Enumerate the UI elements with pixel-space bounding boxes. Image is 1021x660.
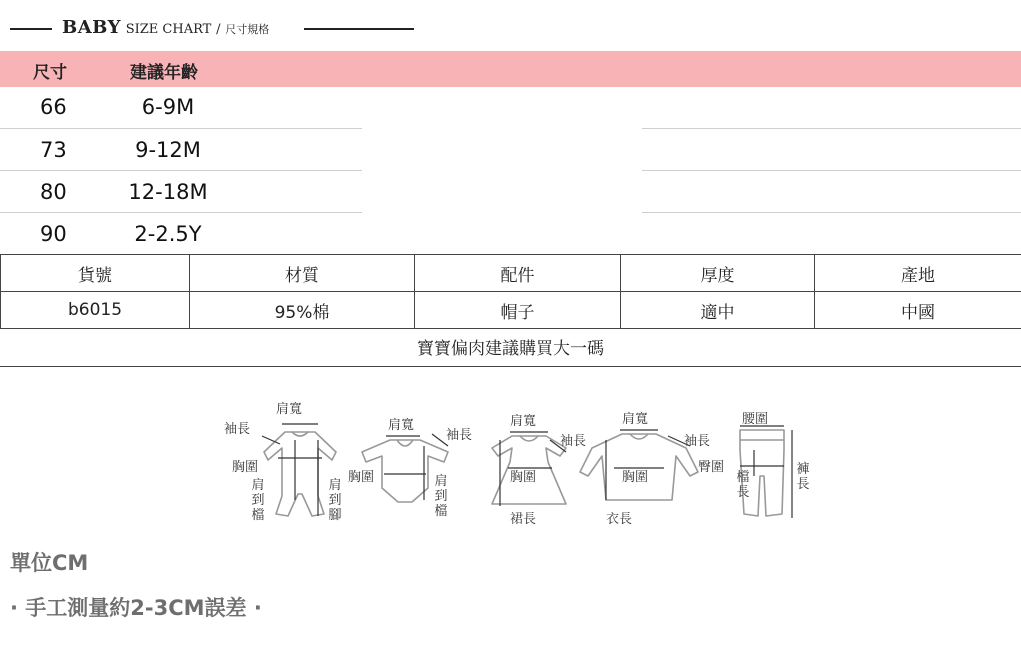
accessory-header: 配件: [415, 255, 621, 292]
size-column-header: 尺寸: [33, 63, 67, 83]
pants-waist-label: 腰圍: [742, 412, 769, 427]
size-cell: 73: [40, 138, 67, 162]
age-cell: 2-2.5Y: [134, 222, 202, 246]
row-divider: [0, 128, 362, 129]
material-header: 材質: [190, 255, 415, 292]
bodysuit-shoulder-to-crotch-label: 肩到檔: [434, 474, 448, 519]
age-column-header: 建議年齡: [130, 63, 198, 83]
size-advice-note: 寶寶偏肉建議購買大一碼: [0, 330, 1021, 367]
item-number-value: b6015: [1, 292, 190, 329]
title-size-chart-zh: 尺寸規格: [225, 23, 270, 36]
header-rule-right: [304, 28, 414, 30]
romper-shoulder-to-foot-label: 肩到腳: [328, 478, 342, 523]
title-baby: BABY: [62, 17, 121, 38]
romper-shoulder-to-crotch-label: 肩到檔: [251, 478, 265, 523]
pants-hip-label: 臀圍: [698, 460, 725, 475]
romper-chest-label: 胸圍: [232, 460, 259, 475]
info-value-row: [1, 292, 1021, 329]
romper-sleeve-length-label: 袖長: [224, 422, 251, 437]
thickness-header: 厚度: [621, 255, 815, 292]
age-cell: 12-18M: [128, 180, 208, 204]
dress-chest-label: 胸圍: [510, 470, 537, 485]
bodysuit-sleeve-length-label: 袖長: [446, 428, 473, 443]
pants-length-label: 褲長: [796, 462, 810, 492]
top-sleeve-length-label: 袖長: [684, 434, 711, 449]
title-size-chart: SIZE CHART: [125, 22, 212, 37]
header-rule-left: [10, 28, 52, 30]
info-header-row: [1, 255, 1021, 292]
material-value: 95%棉: [190, 292, 415, 329]
unit-note: 單位CM: [10, 551, 89, 575]
title-separator: /: [216, 22, 221, 37]
measurement-error-note: · 手工測量約2-3CM誤差 ·: [10, 596, 262, 620]
row-divider: [642, 170, 1021, 171]
bodysuit-shoulder-width-label: 肩寬: [388, 418, 415, 433]
bodysuit-chest-label: 胸圍: [348, 470, 375, 485]
size-cell: 90: [40, 222, 67, 246]
size-cell: 66: [40, 95, 67, 119]
row-divider: [0, 212, 362, 213]
product-info-table: [0, 254, 1021, 329]
accessory-value: 帽子: [415, 292, 621, 329]
size-chart-title: [62, 17, 269, 38]
romper-illustration: [264, 432, 336, 516]
top-illustration: [580, 434, 698, 500]
row-divider: [642, 212, 1021, 213]
row-divider: [0, 170, 362, 171]
item-number-header: 貨號: [1, 255, 190, 292]
row-divider: [642, 128, 1021, 129]
dress-shoulder-width-label: 肩寬: [510, 414, 537, 429]
origin-value: 中國: [815, 292, 1021, 329]
origin-header: 產地: [815, 255, 1021, 292]
dress-skirt-length-label: 裙長: [510, 512, 537, 527]
age-cell: 6-9M: [141, 95, 195, 119]
size-cell: 80: [40, 180, 67, 204]
romper-shoulder-width-label: 肩寬: [276, 402, 303, 417]
dress-sleeve-length-label: 袖長: [560, 434, 587, 449]
top-length-label: 衣長: [606, 512, 633, 527]
top-shoulder-width-label: 肩寬: [622, 412, 649, 427]
age-cell: 9-12M: [135, 138, 201, 162]
pants-crotch-label: 檔長: [736, 470, 750, 500]
top-chest-label: 胸圍: [622, 470, 649, 485]
thickness-value: 適中: [621, 292, 815, 329]
